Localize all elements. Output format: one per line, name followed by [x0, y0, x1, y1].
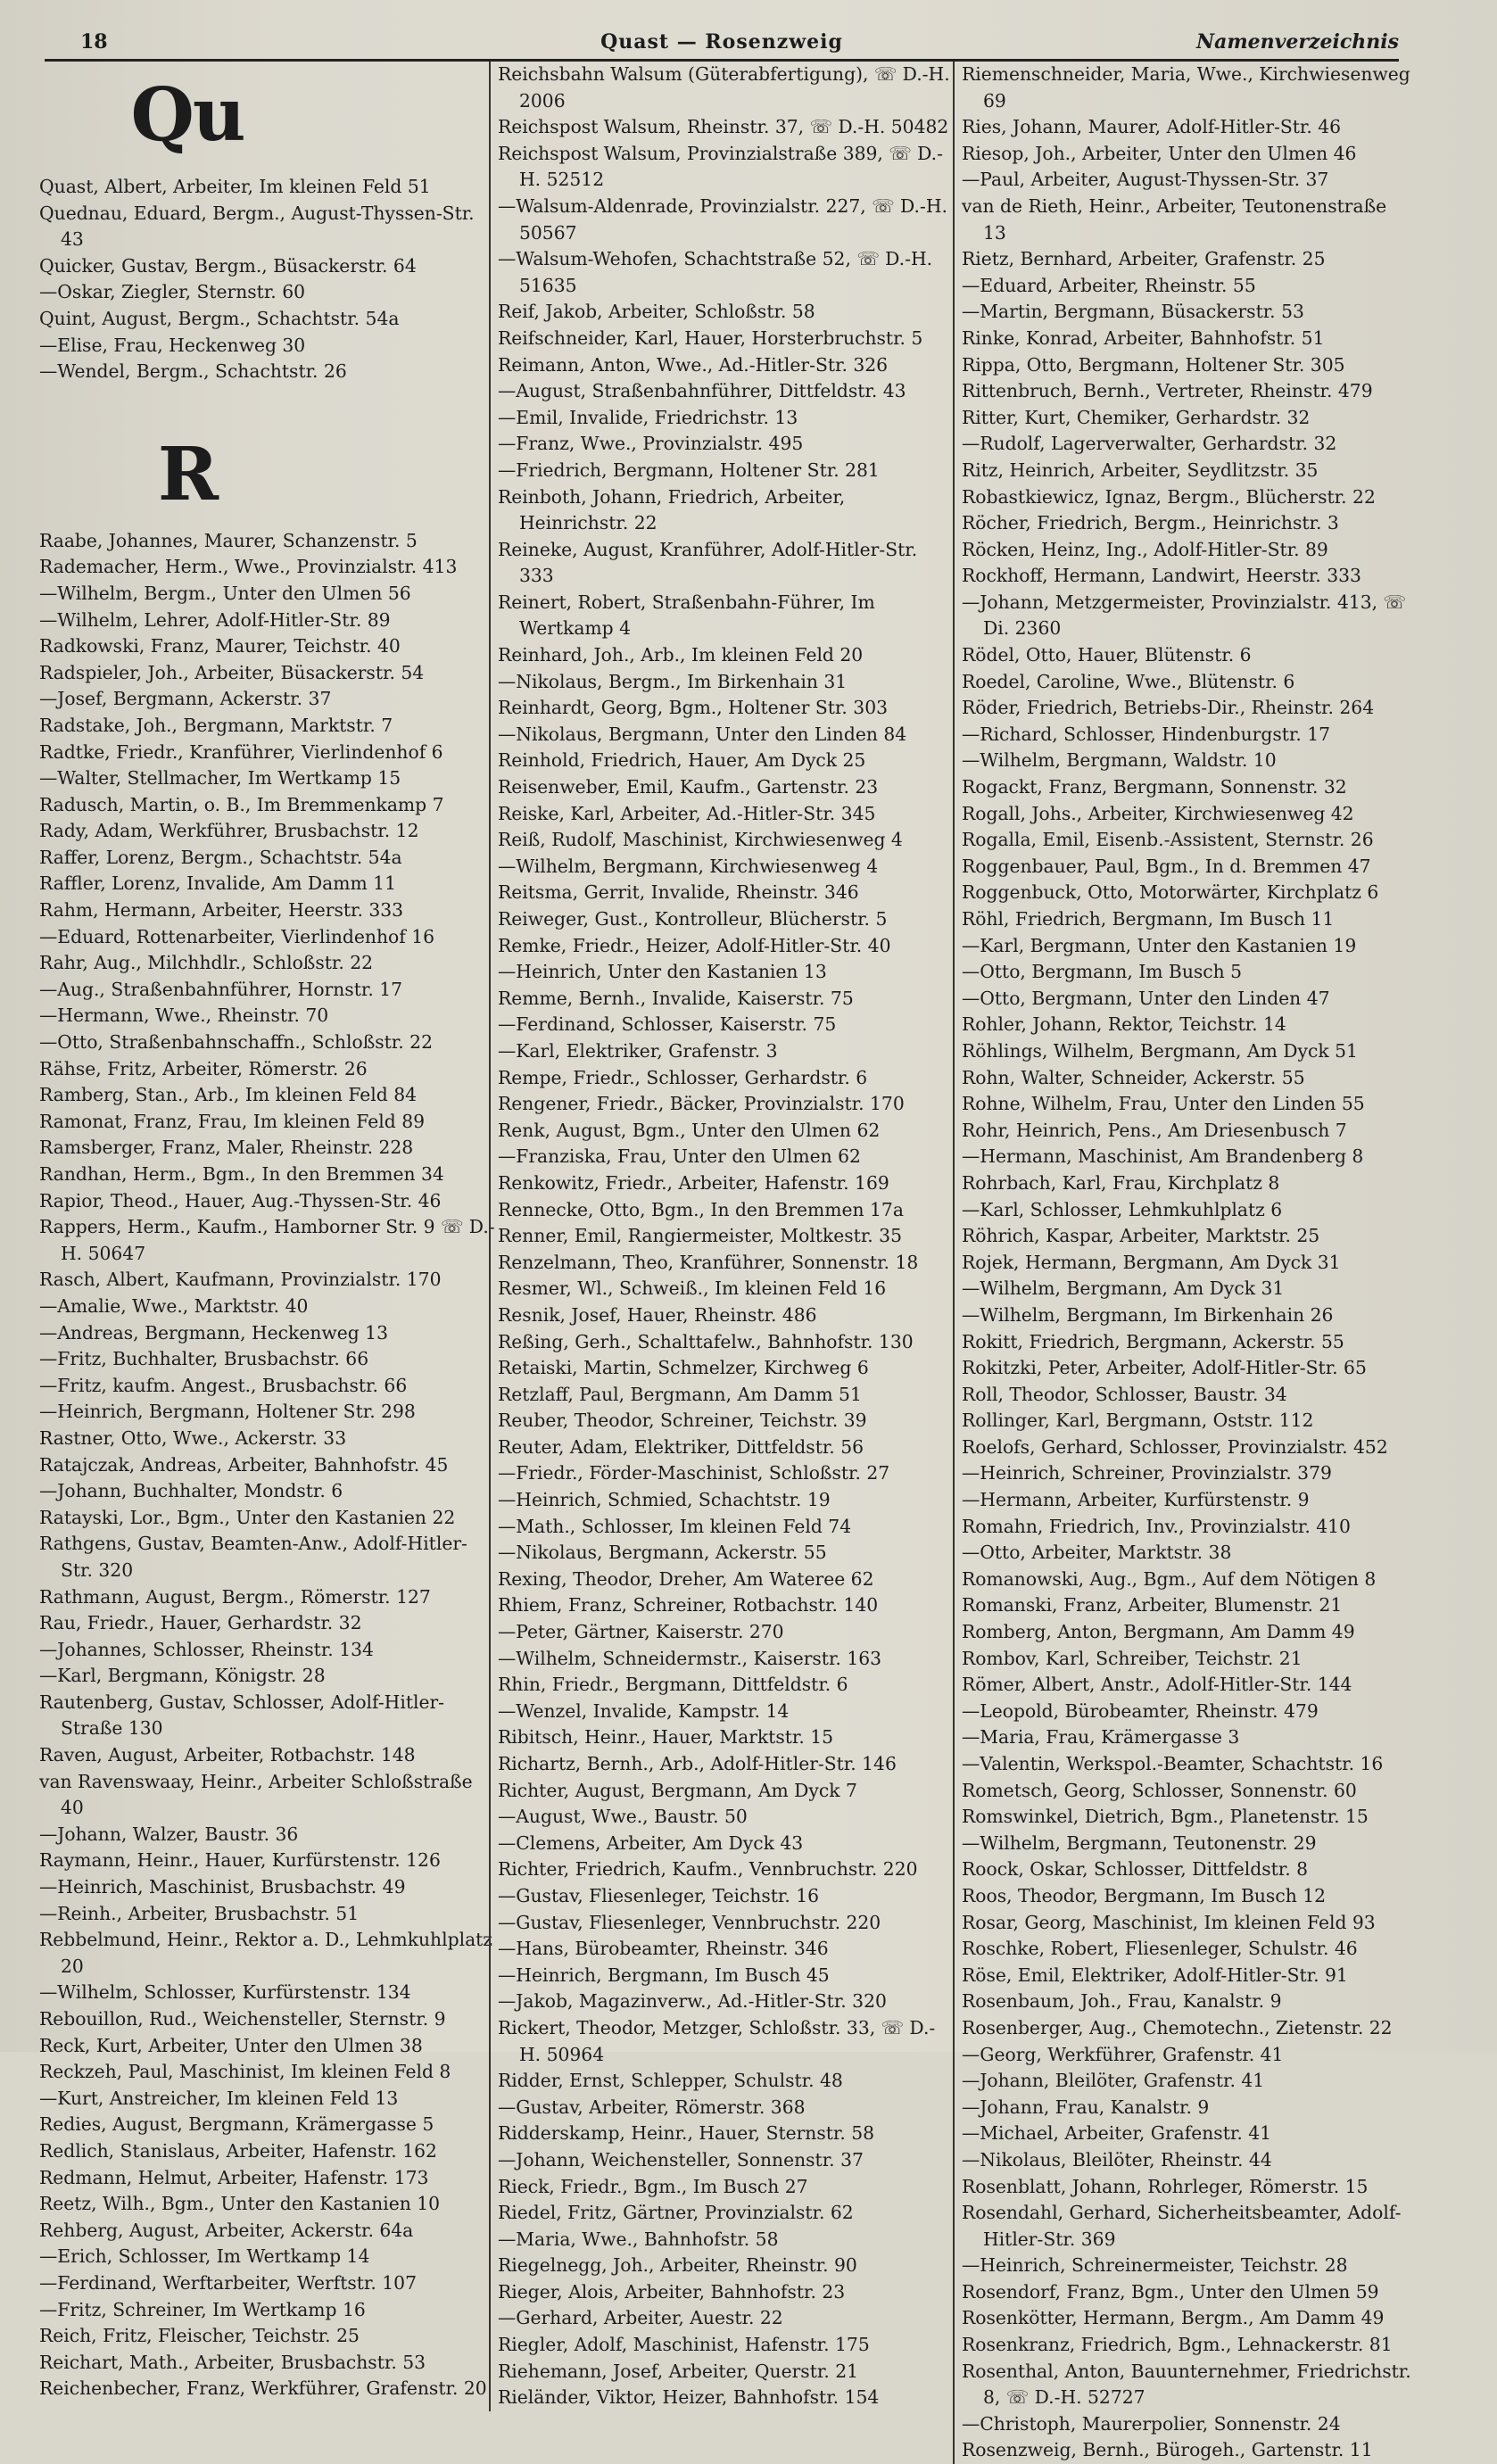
directory-entry: —Georg, Werkführer, Grafenstr. 41	[962, 2043, 1284, 2065]
directory-entry: Reetz, Wilh., Bgm., Unter den Kastanien 10	[39, 2193, 441, 2215]
directory-entry: Rosenkranz, Friedrich, Bgm., Lehnackerstr. 81	[962, 2334, 1393, 2356]
directory-entry: Reineke, August, Kranführer, Adolf-Hitler-Str. 333	[498, 538, 918, 587]
directory-entry: Rademacher, Herm., Wwe., Provinzialstr. 413	[39, 556, 458, 578]
directory-entry: —Heinrich, Maschinist, Brusbachstr. 49	[39, 1876, 406, 1898]
directory-entry: —Peter, Gärtner, Kaiserstr. 270	[498, 1621, 784, 1643]
directory-entry: Raymann, Heinr., Hauer, Kurfürstenstr. 126	[39, 1849, 441, 1872]
directory-entry: Römer, Albert, Anstr., Adolf-Hitler-Str. 144	[962, 1674, 1352, 1696]
directory-entry: Ramsberger, Franz, Maler, Rheinstr. 228	[39, 1137, 414, 1159]
directory-entry: Renkowitz, Friedr., Arbeiter, Hafenstr. 169	[498, 1171, 889, 1194]
directory-entry: —Oskar, Ziegler, Sternstr. 60	[39, 281, 305, 303]
directory-entry: —Walsum-Aldenrade, Provinzialstr. 227, ☏ D.-H. 50567	[498, 194, 947, 244]
directory-entry: Rödel, Otto, Hauer, Blütenstr. 6	[962, 644, 1252, 666]
directory-entry: Rohne, Wilhelm, Frau, Unter den Linden 55	[962, 1093, 1365, 1115]
directory-entry: —Christoph, Maurerpolier, Sonnenstr. 24	[962, 2412, 1341, 2435]
directory-entry: Reichart, Math., Arbeiter, Brusbachstr. 53	[39, 2351, 426, 2373]
directory-entry: —Gustav, Fliesenleger, Vennbruchstr. 220	[498, 1911, 881, 1933]
directory-entry: Ratayski, Lor., Bgm., Unter den Kastanien 22	[39, 1506, 456, 1528]
directory-entry: —Ferdinand, Werftarbeiter, Werftstr. 107	[39, 2271, 417, 2294]
directory-entry: —Johann, Walzer, Baustr. 36	[39, 1823, 299, 1845]
directory-entry: —Nikolaus, Bergmann, Ackerstr. 55	[498, 1542, 827, 1564]
directory-entry: Rathgens, Gustav, Beamten-Anw., Adolf-Hitler-Str. 320	[39, 1533, 467, 1581]
directory-entry: —Wilhelm, Bergmann, Kirchwiesenweg 4	[498, 855, 879, 877]
directory-entry: —Maria, Frau, Krämergasse 3	[962, 1726, 1240, 1749]
directory-entry: Rhiem, Franz, Schreiner, Rotbachstr. 140	[498, 1594, 879, 1616]
directory-entry: Rexing, Theodor, Dreher, Am Wateree 62	[498, 1567, 874, 1590]
directory-entry: —Heinrich, Bergmann, Holtener Str. 298	[39, 1401, 416, 1423]
directory-entry: —Eduard, Rottenarbeiter, Vierlindenhof 16	[39, 925, 434, 947]
directory-entry: Rebouillon, Rud., Weichensteller, Sternstr. 9	[39, 2008, 446, 2030]
directory-entry: Roschke, Robert, Fliesenleger, Schulstr. 46	[962, 1938, 1358, 1960]
directory-entry: Reifschneider, Karl, Hauer, Horsterbruchstr. 5	[498, 327, 923, 349]
directory-entry: Rehberg, August, Arbeiter, Ackerstr. 64a	[39, 2219, 414, 2241]
directory-entry: —Leopold, Bürobeamter, Rheinstr. 479	[962, 1699, 1319, 1722]
directory-entry: Rähse, Fritz, Arbeiter, Römerstr. 26	[39, 1057, 368, 1079]
directory-entry: Roos, Theodor, Bergmann, Im Busch 12	[962, 1884, 1327, 1906]
directory-entry: —Hermann, Arbeiter, Kurfürstenstr. 9	[962, 1489, 1310, 1511]
directory-entry: Rollinger, Karl, Bergmann, Oststr. 112	[962, 1410, 1314, 1432]
directory-entry: Riemenschneider, Maria, Wwe., Kirchwiesenweg 69	[962, 63, 1410, 112]
directory-entry: Redmann, Helmut, Arbeiter, Hafenstr. 173	[39, 2166, 429, 2188]
directory-entry: —Karl, Bergmann, Königstr. 28	[39, 1665, 326, 1687]
directory-entry: Rapior, Theod., Hauer, Aug.-Thyssen-Str. 46	[39, 1189, 442, 1211]
directory-entry: Riegelnegg, Joh., Arbeiter, Rheinstr. 90	[498, 2254, 857, 2277]
directory-entry: Reinert, Robert, Straßenbahn-Führer, Im Wertkamp 4	[498, 591, 875, 640]
directory-entry: —Rudolf, Lagerverwalter, Gerhardstr. 32	[962, 433, 1337, 455]
directory-entry: —Aug., Straßenbahnführer, Hornstr. 17	[39, 978, 403, 1000]
running-title: Quast — Rosenzweig	[600, 30, 843, 54]
directory-entry: —Otto, Bergmann, Unter den Linden 47	[962, 987, 1330, 1009]
directory-entry: Rogackt, Franz, Bergmann, Sonnenstr. 32	[962, 776, 1347, 798]
directory-entry: Ridderskamp, Heinr., Hauer, Sternstr. 58	[498, 2122, 875, 2145]
directory-entry: Reinhardt, Georg, Bgm., Holtener Str. 303	[498, 697, 888, 719]
directory-entry: Resmer, Wl., Schweiß., Im kleinen Feld 16	[498, 1277, 887, 1300]
directory-entry: Quicker, Gustav, Bergm., Büsackerstr. 64	[39, 254, 417, 277]
directory-entry: —Wilhelm, Bergmann, Im Birkenhain 26	[962, 1303, 1334, 1326]
directory-entry: Quint, August, Bergm., Schachtstr. 54a	[39, 307, 400, 329]
directory-entry: Randhan, Herm., Bgm., In den Bremmen 34	[39, 1163, 444, 1185]
directory-entry: —Andreas, Bergmann, Heckenweg 13	[39, 1321, 388, 1344]
directory-entry: Reichspost Walsum, Rheinstr. 37, ☏ D.-H. 50482	[498, 116, 949, 138]
directory-entry: —Eduard, Arbeiter, Rheinstr. 55	[962, 274, 1256, 296]
directory-entry: —Wilhelm, Lehrer, Adolf-Hitler-Str. 89	[39, 608, 391, 631]
directory-entry: Radtke, Friedr., Kranführer, Vierlindenhof 6	[39, 740, 443, 763]
directory-entry: Rappers, Herm., Kaufm., Hamborner Str. 9 ☏ D.-H. 50647	[39, 1216, 495, 1264]
directory-entry: Röhlings, Wilhelm, Bergmann, Am Dyck 51	[962, 1039, 1358, 1062]
directory-entry: Reinboth, Johann, Friedrich, Arbeiter, Heinrichstr. 22	[498, 485, 846, 534]
directory-entry: Riesop, Joh., Arbeiter, Unter den Ulmen 46	[962, 142, 1357, 164]
directory-entry: Rohn, Walter, Schneider, Ackerstr. 55	[962, 1066, 1305, 1088]
directory-entry: Reich, Fritz, Fleischer, Teichstr. 25	[39, 2325, 360, 2347]
directory-entry: Rittenbruch, Bernh., Vertreter, Rheinstr. 479	[962, 380, 1373, 402]
directory-entry: Reichenbecher, Franz, Werkführer, Grafenstr. 20	[39, 2377, 487, 2400]
directory-entry: Rosendahl, Gerhard, Sicherheitsbeamter, Adolf-Hitler-Str. 369	[962, 2202, 1402, 2250]
directory-entry: Richter, Friedrich, Kaufm., Vennbruchstr. 220	[498, 1858, 918, 1881]
directory-entry: Richter, August, Bergmann, Am Dyck 7	[498, 1779, 857, 1801]
directory-entry: Rahr, Aug., Milchhdlr., Schloßstr. 22	[39, 952, 374, 974]
directory-entry: —Gerhard, Arbeiter, Auestr. 22	[498, 2307, 783, 2329]
directory-entry: —Otto, Straßenbahnschaffn., Schloßstr. 22	[39, 1031, 433, 1054]
directory-entry: Rinke, Konrad, Arbeiter, Bahnhofstr. 51	[962, 327, 1325, 349]
directory-entry: —Walter, Stellmacher, Im Wertkamp 15	[39, 767, 401, 790]
directory-entry: —August, Wwe., Baustr. 50	[498, 1806, 748, 1828]
directory-entry: Riehemann, Josef, Arbeiter, Querstr. 21	[498, 2360, 859, 2382]
column-2	[489, 62, 951, 2411]
directory-entry: —Walsum-Wehofen, Schachtstraße 52, ☏ D.-H. 51635	[498, 248, 933, 296]
directory-entry: Renner, Emil, Rangiermeister, Moltkestr. 35	[498, 1225, 902, 1247]
section-gap	[39, 385, 496, 421]
directory-entry: Rastner, Otto, Wwe., Ackerstr. 33	[39, 1426, 347, 1449]
directory-entry: Rockhoff, Hermann, Landwirt, Heerstr. 333	[962, 565, 1361, 587]
directory-entry: Rogall, Johs., Arbeiter, Kirchwiesenweg 42	[962, 802, 1354, 824]
directory-entry: Rieck, Friedr., Bgm., Im Busch 27	[498, 2175, 808, 2197]
directory-entry: Raffler, Lorenz, Invalide, Am Damm 11	[39, 872, 396, 895]
directory-entry: Rosenthal, Anton, Bauunternehmer, Friedrichstr. 8, ☏ D.-H. 52727	[962, 2360, 1411, 2409]
directory-entry: Ramonat, Franz, Frau, Im kleinen Feld 89	[39, 1110, 425, 1132]
directory-entry: Remme, Bernh., Invalide, Kaiserstr. 75	[498, 987, 854, 1009]
directory-entry: —Fritz, kaufm. Angest., Brusbachstr. 66	[39, 1374, 408, 1396]
directory-entry: Renk, August, Bgm., Unter den Ulmen 62	[498, 1119, 881, 1141]
directory-entry: Romanski, Franz, Arbeiter, Blumenstr. 21	[962, 1594, 1343, 1616]
directory-entry: —Hermann, Wwe., Rheinstr. 70	[39, 1005, 329, 1027]
directory-entry: —Emil, Invalide, Friedrichstr. 13	[498, 406, 798, 428]
directory-entry: —Ferdinand, Schlosser, Kaiserstr. 75	[498, 1013, 837, 1036]
directory-entry: Rhin, Friedr., Bergmann, Dittfeldstr. 6	[498, 1674, 848, 1696]
directory-entry: Rosenberger, Aug., Chemotechn., Zietenstr. 22	[962, 2016, 1393, 2038]
directory-entry: Radkowski, Franz, Maurer, Teichstr. 40	[39, 635, 401, 657]
directory-entry: —Valentin, Werkspol.-Beamter, Schachtstr. 16	[962, 1753, 1384, 1774]
directory-entry: Raffer, Lorenz, Bergm., Schachtstr. 54a	[39, 846, 402, 868]
directory-entry: —Clemens, Arbeiter, Am Dyck 43	[498, 1831, 804, 1854]
directory-entry: Reitsma, Gerrit, Invalide, Rheinstr. 346	[498, 881, 859, 904]
page-number: 18	[80, 30, 108, 54]
directory-entry: —Nikolaus, Bergm., Im Birkenhain 31	[498, 670, 848, 692]
directory-entry: Rasch, Albert, Kaufmann, Provinzialstr. 170	[39, 1269, 442, 1291]
directory-entry: Romswinkel, Dietrich, Bgm., Planetenstr. 15	[962, 1806, 1369, 1828]
directory-entry: Rieger, Alois, Arbeiter, Bahnhofstr. 23	[498, 2280, 846, 2303]
directory-entry: —Karl, Schlosser, Lehmkuhlplatz 6	[962, 1198, 1283, 1220]
directory-entry: Rathmann, August, Bergm., Römerstr. 127	[39, 1585, 431, 1608]
directory-entry: Rietz, Bernhard, Arbeiter, Grafenstr. 25	[962, 248, 1326, 270]
directory-entry: —Michael, Arbeiter, Grafenstr. 41	[962, 2122, 1272, 2145]
directory-entry: —Paul, Arbeiter, August-Thyssen-Str. 37	[962, 169, 1329, 191]
directory-entry: —Math., Schlosser, Im kleinen Feld 74	[498, 1515, 852, 1537]
directory-entry: Reichsbahn Walsum (Güterabfertigung), ☏ D.-H. 2006	[498, 63, 950, 112]
directory-entry: Retaiski, Martin, Schmelzer, Kirchweg 6	[498, 1357, 869, 1379]
directory-entry: Reisenweber, Emil, Kaufm., Gartenstr. 23	[498, 776, 879, 798]
directory-entry: Rickert, Theodor, Metzger, Schloßstr. 33, ☏ D.-H. 50964	[498, 2016, 936, 2065]
section-letter-heading: R	[157, 431, 218, 517]
directory-entry: —Franziska, Frau, Unter den Ulmen 62	[498, 1145, 861, 1168]
directory-entry: —Amalie, Wwe., Marktstr. 40	[39, 1294, 309, 1317]
directory-entry: —Reinh., Arbeiter, Brusbachstr. 51	[39, 1902, 360, 1924]
directory-entry: —Otto, Bergmann, Im Busch 5	[962, 961, 1243, 983]
directory-entry: Romberg, Anton, Bergmann, Am Damm 49	[962, 1621, 1355, 1643]
directory-entry: Ritz, Heinrich, Arbeiter, Seydlitzstr. 35	[962, 459, 1319, 481]
directory-entry: Rosenkötter, Hermann, Bergm., Am Damm 49	[962, 2307, 1385, 2329]
directory-entry: Rebbelmund, Heinr., Rektor a. D., Lehmkuhlplatz 20	[39, 1929, 492, 1977]
directory-entry: —August, Straßenbahnführer, Dittfeldstr. 43	[498, 380, 906, 402]
directory-entry: —Johann, Weichensteller, Sonnenstr. 37	[498, 2148, 864, 2170]
directory-entry: Rohrbach, Karl, Frau, Kirchplatz 8	[962, 1171, 1280, 1194]
directory-entry: Romanowski, Aug., Bgm., Auf dem Nötigen 8	[962, 1567, 1377, 1590]
directory-entry: Röhrich, Kaspar, Arbeiter, Marktstr. 25	[962, 1225, 1320, 1247]
directory-entry: Rometsch, Georg, Schlosser, Sonnenstr. 60	[962, 1779, 1357, 1801]
directory-entry: —Heinrich, Schreinermeister, Teichstr. 28	[962, 2254, 1348, 2277]
directory-entry: —Wilhelm, Bergmann, Am Dyck 31	[962, 1277, 1285, 1300]
directory-entry: —Richard, Schlosser, Hindenburgstr. 17	[962, 723, 1331, 745]
directory-entry: Richartz, Bernh., Arb., Adolf-Hitler-Str. 146	[498, 1753, 897, 1774]
directory-entry: Rogalla, Emil, Eisenb.-Assistent, Sternstr. 26	[962, 829, 1374, 851]
directory-entry: Ramberg, Stan., Arb., Im kleinen Feld 84	[39, 1084, 418, 1106]
directory-entry: Rohler, Johann, Rektor, Teichstr. 14	[962, 1013, 1286, 1036]
directory-entry: Roll, Theodor, Schlosser, Baustr. 34	[962, 1383, 1287, 1405]
section-title: Namenverzeichnis	[1196, 30, 1399, 54]
directory-entry: —Heinrich, Unter den Kastanien 13	[498, 961, 827, 983]
directory-entry: —Heinrich, Bergmann, Im Busch 45	[498, 1964, 830, 1986]
directory-entry: —Nikolaus, Bleilöter, Rheinstr. 44	[962, 2148, 1272, 2170]
directory-entry: Rahm, Hermann, Arbeiter, Heerstr. 333	[39, 899, 404, 922]
directory-entry: Reiweger, Gust., Kontrolleur, Blücherstr. 5	[498, 908, 888, 930]
directory-entry: —Johann, Bleilöter, Grafenstr. 41	[962, 2070, 1265, 2092]
directory-entry: Rokitt, Friedrich, Bergmann, Ackerstr. 55	[962, 1330, 1344, 1352]
directory-entry: —Johann, Frau, Kanalstr. 9	[962, 2096, 1210, 2118]
directory-entry: Remke, Friedr., Heizer, Adolf-Hitler-Str. 40	[498, 934, 891, 956]
directory-entry: —Johann, Buchhalter, Mondstr. 6	[39, 1480, 343, 1502]
directory-entry: —Hermann, Maschinist, Am Brandenberg 8	[962, 1145, 1364, 1168]
directory-entry: Reckzeh, Paul, Maschinist, Im kleinen Feld 8	[39, 2061, 451, 2083]
directory-entry: Reuber, Theodor, Schreiner, Teichstr. 39	[498, 1410, 867, 1432]
directory-entry: Resnik, Josef, Hauer, Rheinstr. 486	[498, 1303, 817, 1326]
directory-entry: Reck, Kurt, Arbeiter, Unter den Ulmen 38	[39, 2034, 423, 2056]
directory-entry: —Friedr., Förder-Maschinist, Schloßstr. 27	[498, 1462, 890, 1484]
directory-entry: —Jakob, Magazinverw., Ad.-Hitler-Str. 320	[498, 1990, 887, 2013]
directory-entry: Reßing, Gerh., Schalttafelw., Bahnhofstr. 130	[498, 1330, 914, 1352]
directory-entry: Roedel, Caroline, Wwe., Blütenstr. 6	[962, 670, 1295, 692]
directory-entry: —Wenzel, Invalide, Kampstr. 14	[498, 1699, 790, 1722]
directory-entry: —Wilhelm, Bergm., Unter den Ulmen 56	[39, 582, 411, 604]
directory-entry: Rau, Friedr., Hauer, Gerhardstr. 32	[39, 1612, 362, 1634]
directory-entry: —Josef, Bergmann, Ackerstr. 37	[39, 688, 332, 710]
directory-entry: —Fritz, Schreiner, Im Wertkamp 16	[39, 2298, 366, 2320]
directory-entry: —Elise, Frau, Heckenweg 30	[39, 334, 306, 356]
directory-entry: —Fritz, Buchhalter, Brusbachstr. 66	[39, 1348, 369, 1370]
directory-entry: Rengener, Friedr., Bäcker, Provinzialstr. 170	[498, 1093, 905, 1115]
directory-entry: —Hans, Bürobeamter, Rheinstr. 346	[498, 1938, 829, 1960]
directory-entry: —Heinrich, Schmied, Schachtstr. 19	[498, 1489, 831, 1511]
directory-entry: Reinhold, Friedrich, Hauer, Am Dyck 25	[498, 749, 866, 772]
directory-entry: Quednau, Eduard, Bergm., August-Thyssen-Str. 43	[39, 202, 475, 251]
directory-entry: Rempe, Friedr., Schlosser, Gerhardstr. 6	[498, 1066, 868, 1088]
directory-entry: —Wendel, Bergm., Schachtstr. 26	[39, 360, 347, 383]
directory-entry: Rennecke, Otto, Bgm., In den Bremmen 17a	[498, 1198, 904, 1220]
directory-entry: Romahn, Friedrich, Inv., Provinzialstr. 410	[962, 1515, 1351, 1537]
directory-entry: Röder, Friedrich, Betriebs-Dir., Rheinstr. 264	[962, 697, 1375, 719]
directory-entry: —Martin, Bergmann, Büsackerstr. 53	[962, 301, 1304, 323]
directory-entry: Rosenzweig, Bernh., Bürogeh., Gartenstr. 11	[962, 2439, 1373, 2461]
directory-entry: —Gustav, Fliesenleger, Teichstr. 16	[498, 1884, 820, 1906]
directory-entry: —Franz, Wwe., Provinzialstr. 495	[498, 433, 804, 455]
directory-entry: Roggenbauer, Paul, Bgm., In d. Bremmen 47	[962, 855, 1371, 877]
directory-entry: Quast, Albert, Arbeiter, Im kleinen Feld 51	[39, 176, 431, 197]
directory-entry: Raabe, Johannes, Maurer, Schanzenstr. 5	[39, 529, 418, 551]
directory-entry: Reuter, Adam, Elektriker, Dittfeldstr. 56	[498, 1435, 864, 1458]
directory-entry: Rippa, Otto, Bergmann, Holtener Str. 305	[962, 353, 1345, 376]
directory-entry: Reichspost Walsum, Provinzialstraße 389, ☏ D.-H. 52512	[498, 142, 943, 191]
directory-entry: —Heinrich, Schreiner, Provinzialstr. 379	[962, 1462, 1332, 1484]
directory-entry: Redies, August, Bergmann, Krämergasse 5	[39, 2113, 434, 2136]
directory-entry: Röcken, Heinz, Ing., Adolf-Hitler-Str. 89	[962, 538, 1328, 560]
directory-entry: Rokitzki, Peter, Arbeiter, Adolf-Hitler-Str. 65	[962, 1357, 1367, 1379]
directory-entry: —Karl, Elektriker, Grafenstr. 3	[498, 1039, 778, 1062]
directory-entry: Rady, Adam, Werkführer, Brusbachstr. 12	[39, 820, 419, 842]
directory-entry: Reif, Jakob, Arbeiter, Schloßstr. 58	[498, 301, 815, 323]
directory-entry: Retzlaff, Paul, Bergmann, Am Damm 51	[498, 1383, 862, 1405]
directory-entry: —Wilhelm, Schneidermstr., Kaiserstr. 163	[498, 1647, 882, 1669]
directory-entry: Ratajczak, Andreas, Arbeiter, Bahnhofstr. 45	[39, 1453, 449, 1476]
directory-entry: Ritter, Kurt, Chemiker, Gerhardstr. 32	[962, 406, 1311, 428]
directory-entry: —Wilhelm, Bergmann, Waldstr. 10	[962, 749, 1277, 772]
directory-entry: Raven, August, Arbeiter, Rotbachstr. 148	[39, 1744, 416, 1766]
directory-entry: —Kurt, Anstreicher, Im kleinen Feld 13	[39, 2087, 399, 2109]
directory-entry: Röhl, Friedrich, Bergmann, Im Busch 11	[962, 908, 1335, 930]
directory-entry: Roock, Oskar, Schlosser, Dittfeldstr. 8	[962, 1858, 1309, 1881]
directory-entry: Reiske, Karl, Arbeiter, Ad.-Hitler-Str. 345	[498, 802, 876, 824]
directory-entry: Rosar, Georg, Maschinist, Im kleinen Feld 93	[962, 1911, 1376, 1933]
directory-entry: Röse, Emil, Elektriker, Adolf-Hitler-Str. 91	[962, 1964, 1348, 1986]
directory-entry: Reiß, Rudolf, Maschinist, Kirchwiesenweg 4	[498, 829, 903, 851]
directory-entry: —Karl, Bergmann, Unter den Kastanien 19	[962, 934, 1357, 956]
directory-entry: van Ravenswaay, Heinr., Arbeiter Schloßstraße 40	[39, 1770, 473, 1819]
page-header	[45, 27, 1399, 62]
directory-entry: Reimann, Anton, Wwe., Ad.-Hitler-Str. 326	[498, 353, 889, 376]
directory-entry: Ridder, Ernst, Schlepper, Schulstr. 48	[498, 2070, 843, 2092]
directory-entry: —Wilhelm, Schlosser, Kurfürstenstr. 134	[39, 1981, 411, 2004]
directory-entry: —Nikolaus, Bergmann, Unter den Linden 84	[498, 723, 907, 745]
directory-entry: Rojek, Hermann, Bergmann, Am Dyck 31	[962, 1251, 1341, 1273]
directory-entry: Röcher, Friedrich, Bergm., Heinrichstr. 3	[962, 512, 1339, 534]
directory-entry: Rosenblatt, Johann, Rohrleger, Römerstr. 15	[962, 2175, 1369, 2197]
directory-entry: —Otto, Arbeiter, Marktstr. 38	[962, 1542, 1232, 1564]
directory-entry: —Johann, Metzgermeister, Provinzialstr. 413, ☏ Di. 2360	[962, 591, 1406, 640]
directory-entry: —Wilhelm, Bergmann, Teutonenstr. 29	[962, 1831, 1317, 1854]
directory-entry: Riedel, Fritz, Gärtner, Provinzialstr. 62	[498, 2202, 854, 2224]
directory-entry: Ribitsch, Heinr., Hauer, Marktstr. 15	[498, 1726, 834, 1749]
directory-entry: Rombov, Karl, Schreiber, Teichstr. 21	[962, 1647, 1303, 1669]
directory-entry: Radstake, Joh., Bergmann, Marktstr. 7	[39, 714, 393, 736]
directory-entry: Ries, Johann, Maurer, Adolf-Hitler-Str. 46	[962, 116, 1342, 138]
section-letter-heading: Qu	[130, 72, 244, 158]
directory-entry: Renzelmann, Theo, Kranführer, Sonnenstr. 18	[498, 1251, 919, 1273]
directory-entry: Redlich, Stanislaus, Arbeiter, Hafenstr. 162	[39, 2139, 437, 2162]
column-3	[953, 62, 1411, 2464]
directory-entry: Radspieler, Joh., Arbeiter, Büsackerstr. 54	[39, 661, 425, 683]
directory-entry: Robastkiewicz, Ignaz, Bergm., Blücherstr. 22	[962, 485, 1376, 508]
directory-entry: Rieländer, Viktor, Heizer, Bahnhofstr. 154	[498, 2386, 880, 2409]
directory-entry: —Erich, Schlosser, Im Wertkamp 14	[39, 2245, 370, 2268]
directory-entry: van de Rieth, Heinr., Arbeiter, Teutonenstraße 13	[962, 194, 1387, 244]
directory-entry: Roggenbuck, Otto, Motorwärter, Kirchplatz 6	[962, 881, 1379, 904]
directory-entry: —Friedrich, Bergmann, Holtener Str. 281	[498, 459, 880, 481]
directory-entry: —Maria, Wwe., Bahnhofstr. 58	[498, 2228, 779, 2250]
column-1	[39, 62, 496, 2402]
directory-entry: Rosendorf, Franz, Bgm., Unter den Ulmen 59	[962, 2280, 1379, 2303]
directory-entry: Rosenbaum, Joh., Frau, Kanalstr. 9	[962, 1990, 1282, 2013]
directory-entry: —Johannes, Schlosser, Rheinstr. 134	[39, 1638, 374, 1660]
directory-entry: Reinhard, Joh., Arb., Im kleinen Feld 20	[498, 644, 864, 666]
directory-entry: Rautenberg, Gustav, Schlosser, Adolf-Hitler-Straße 130	[39, 1691, 445, 1740]
directory-entry: Riegler, Adolf, Maschinist, Hafenstr. 175	[498, 2334, 870, 2356]
directory-entry: Roelofs, Gerhard, Schlosser, Provinzialstr. 452	[962, 1435, 1388, 1458]
directory-entry: Rohr, Heinrich, Pens., Am Driesenbusch 7	[962, 1119, 1347, 1141]
directory-entry: Radusch, Martin, o. B., Im Bremmenkamp 7	[39, 793, 444, 815]
directory-entry: —Gustav, Arbeiter, Römerstr. 368	[498, 2096, 806, 2118]
